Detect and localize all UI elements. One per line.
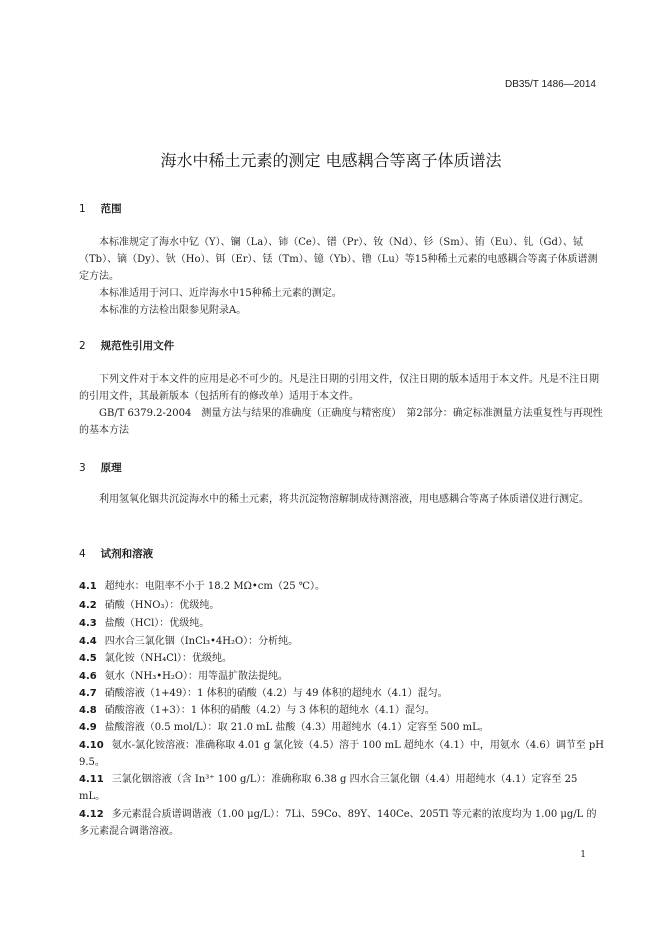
page-number: 1 bbox=[580, 850, 586, 860]
paragraph: 利用氢氧化铟共沉淀海水中的稀土元素，将共沉淀物溶解制成待测溶液，用电感耦合等离子体质谱仪进行测定。 bbox=[99, 494, 589, 505]
item-text: 氨水（NH₃•H₂O）：用等温扩散法提纯。 bbox=[104, 671, 289, 682]
item-text: 氨水-氯化铵溶液：准确称取 4.01 g 氯化铵（4.5）溶于 100 mL 超纯水（4.1）中，用氨水（4.6）调节至 pH 9.5。 bbox=[79, 740, 605, 768]
item-number: 4.3 bbox=[79, 618, 97, 629]
document-code: DB35/T 1486—2014 bbox=[505, 79, 596, 90]
section-number: 3 bbox=[79, 462, 86, 474]
item-number: 4.10 bbox=[79, 740, 104, 751]
list-item bbox=[79, 685, 605, 702]
list-item bbox=[79, 597, 605, 614]
item-number: 4.11 bbox=[79, 774, 104, 785]
item-text: 四水合三氯化铟（InCl₃•4H₂O）：分析纯。 bbox=[104, 636, 299, 647]
item-number: 4.4 bbox=[79, 636, 97, 647]
section-title: 范围 bbox=[100, 203, 122, 215]
section-heading-4 bbox=[79, 546, 153, 561]
list-item bbox=[79, 719, 605, 736]
item-text: 硝酸（HNO₃）：优级纯。 bbox=[104, 600, 220, 611]
section-heading-3 bbox=[79, 460, 122, 475]
section-number: 4 bbox=[79, 548, 86, 560]
item-number: 4.6 bbox=[79, 671, 97, 682]
item-number: 4.12 bbox=[79, 809, 104, 820]
item-number: 4.9 bbox=[79, 722, 97, 733]
paragraph: 本标准规定了海水中钇（Y）、镧（La）、铈（Ce）、镨（Pr）、钕（Nd）、钐（Sm）、铕（Eu）、钆（Gd）、铽（Tb）、镝（Dy）、钬（Ho）、铒（Er）、铥（Tm）、镱（Yb）、镥（Lu）等15种稀土元素的电感耦合等离子体质谱测定方法。 bbox=[79, 237, 598, 282]
section-heading-2 bbox=[79, 338, 174, 353]
paragraph: GB/T 6379.2-2004 测量方法与结果的准确度（正确度与精密度） 第2部分：确定标准测量方法重复性与再现性的基本方法 bbox=[79, 408, 603, 436]
item-text: 盐酸（HCl）：优级纯。 bbox=[104, 618, 210, 629]
list-item bbox=[79, 737, 605, 771]
item-text: 多元素混合质谱调谐液（1.00 μg/L）：7Li、59Co、89Y、140Ce、205Tl 等元素的浓度均为 1.00 μg/L 的多元素混合调谐溶液。 bbox=[79, 809, 597, 837]
list-item bbox=[79, 650, 605, 667]
paragraph: 下列文件对于本文件的应用是必不可少的。凡是注日期的引用文件，仅注日期的版本适用于本文件。凡是不注日期的引用文件，其最新版本（包括所有的修改单）适用于本文件。 bbox=[79, 374, 599, 402]
list-item bbox=[79, 668, 605, 685]
item-number: 4.2 bbox=[79, 600, 97, 611]
item-text: 超纯水：电阻率不小于 18.2 MΩ•cm（25 ℃）。 bbox=[104, 581, 325, 592]
section-title: 规范性引用文件 bbox=[100, 340, 175, 352]
list-item bbox=[79, 702, 605, 719]
item-text: 盐酸溶液（0.5 mol/L）：取 21.0 mL 盐酸（4.3）用超纯水（4.1）定容至 500 mL。 bbox=[104, 722, 489, 733]
item-number: 4.5 bbox=[79, 653, 97, 664]
paragraph: 本标准适用于河口、近岸海水中15种稀土元素的测定。 bbox=[99, 288, 342, 299]
item-number: 4.8 bbox=[79, 705, 97, 716]
section-heading-1 bbox=[79, 201, 122, 216]
item-number: 4.1 bbox=[79, 581, 97, 592]
list-item bbox=[79, 615, 605, 632]
item-text: 硝酸溶液（1+3）：1 体积的硝酸（4.2）与 3 体积的超纯水（4.1）混匀。 bbox=[104, 705, 435, 716]
section-number: 1 bbox=[79, 203, 86, 215]
item-number: 4.7 bbox=[79, 688, 97, 699]
section-title: 原理 bbox=[100, 462, 122, 474]
list-item bbox=[79, 633, 605, 650]
list-item bbox=[79, 771, 605, 805]
item-text: 硝酸溶液（1+49）：1 体积的硝酸（4.2）与 49 体积的超纯水（4.1）混匀。 bbox=[104, 688, 448, 699]
list-item bbox=[79, 806, 605, 840]
item-text: 三氯化铟溶液（含 In³⁺ 100 g/L）：准确称取 6.38 g 四水合三氯化铟（4.4）用超纯水（4.1）定容至 25 mL。 bbox=[79, 774, 578, 802]
paragraph: 本标准的方法检出限参见附录A。 bbox=[99, 305, 247, 316]
list-item bbox=[79, 578, 605, 595]
section-number: 2 bbox=[79, 340, 86, 352]
document-title: 海水中稀土元素的测定 电感耦合等离子体质谱法 bbox=[160, 151, 502, 170]
item-text: 氯化铵（NH₄Cl）：优级纯。 bbox=[104, 653, 233, 664]
section-title: 试剂和溶液 bbox=[100, 548, 154, 560]
